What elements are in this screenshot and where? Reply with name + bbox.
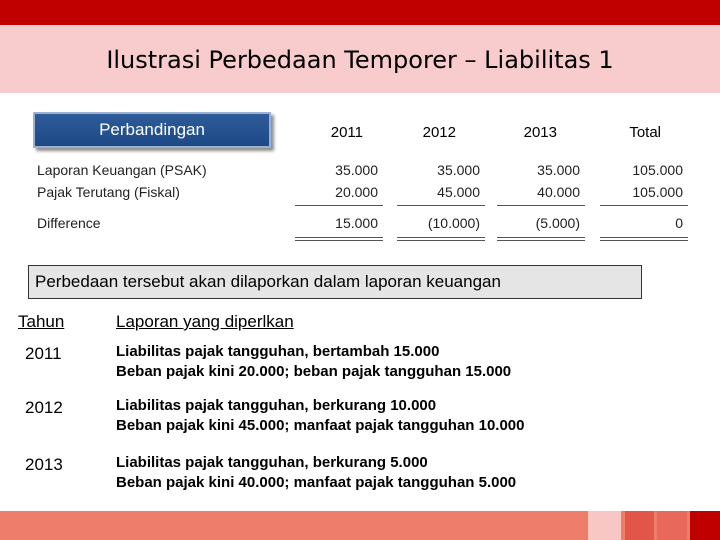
decor-square bbox=[625, 511, 654, 540]
report-year-2013: 2013 bbox=[25, 455, 63, 474]
report-line: Liabilitas pajak tangguhan, bertambah 15.000 bbox=[116, 343, 440, 360]
report-year-2012: 2012 bbox=[25, 398, 63, 417]
report-year-2011: 2011 bbox=[25, 344, 62, 363]
report-column-header: Laporan yang diperlkan bbox=[116, 312, 294, 331]
slide-title: Ilustrasi Perbedaan Temporer – Liabilitas 1 bbox=[106, 46, 614, 74]
row-label-fiskal: Pajak Terutang (Fiskal) bbox=[37, 184, 180, 200]
decor-square bbox=[588, 511, 621, 540]
comparison-header-box: Perbandingan bbox=[33, 112, 271, 148]
cell-diff-2013: (5.000) bbox=[535, 215, 580, 231]
subtotal-underline bbox=[600, 205, 688, 206]
report-line: Beban pajak kini 45.000; manfaat pajak tangguhan 10.000 bbox=[116, 417, 525, 434]
cell-diff-total: 0 bbox=[675, 215, 683, 231]
subtotal-underline bbox=[397, 205, 485, 206]
cell-diff-2011: 15.000 bbox=[335, 215, 378, 231]
total-double-underline bbox=[397, 237, 485, 241]
cell-fiskal-2012: 45.000 bbox=[437, 184, 480, 200]
report-entry-2013 bbox=[116, 453, 516, 493]
report-line: Beban pajak kini 20.000; beban pajak tangguhan 15.000 bbox=[116, 363, 512, 380]
cell-fiskal-2011: 20.000 bbox=[335, 184, 378, 200]
report-line: Liabilitas pajak tangguhan, berkurang 10.000 bbox=[116, 397, 437, 414]
total-double-underline bbox=[295, 237, 383, 241]
report-entry-2011 bbox=[116, 342, 511, 382]
col-header-total: Total bbox=[629, 124, 661, 141]
subtotal-underline bbox=[497, 205, 585, 206]
year-column-header: Tahun bbox=[18, 312, 65, 331]
total-double-underline bbox=[497, 237, 585, 241]
col-header-2011: 2011 bbox=[330, 124, 363, 141]
cell-fiskal-total: 105.000 bbox=[632, 184, 683, 200]
col-header-2012: 2012 bbox=[422, 124, 456, 141]
decor-square bbox=[657, 511, 687, 540]
report-line: Liabilitas pajak tangguhan, berkurang 5.000 bbox=[116, 454, 428, 471]
top-accent-bar bbox=[0, 0, 720, 25]
cell-psak-2011: 35.000 bbox=[335, 162, 378, 178]
row-label-psak: Laporan Keuangan (PSAK) bbox=[37, 162, 207, 178]
col-header-2013: 2013 bbox=[523, 124, 557, 141]
cell-psak-2013: 35.000 bbox=[537, 162, 580, 178]
decor-square bbox=[690, 511, 720, 540]
subtotal-underline bbox=[295, 205, 383, 206]
row-label-difference: Difference bbox=[37, 215, 101, 231]
cell-psak-2012: 35.000 bbox=[437, 162, 480, 178]
cell-fiskal-2013: 40.000 bbox=[537, 184, 580, 200]
report-entry-2012 bbox=[116, 396, 525, 436]
total-double-underline bbox=[600, 237, 688, 241]
reporting-note: Perbedaan tersebut akan dilaporkan dalam laporan keuangan bbox=[28, 265, 642, 299]
cell-diff-2012: (10.000) bbox=[427, 215, 480, 231]
report-line: Beban pajak kini 40.000; manfaat pajak tangguhan 5.000 bbox=[116, 474, 517, 491]
cell-psak-total: 105.000 bbox=[632, 162, 683, 178]
